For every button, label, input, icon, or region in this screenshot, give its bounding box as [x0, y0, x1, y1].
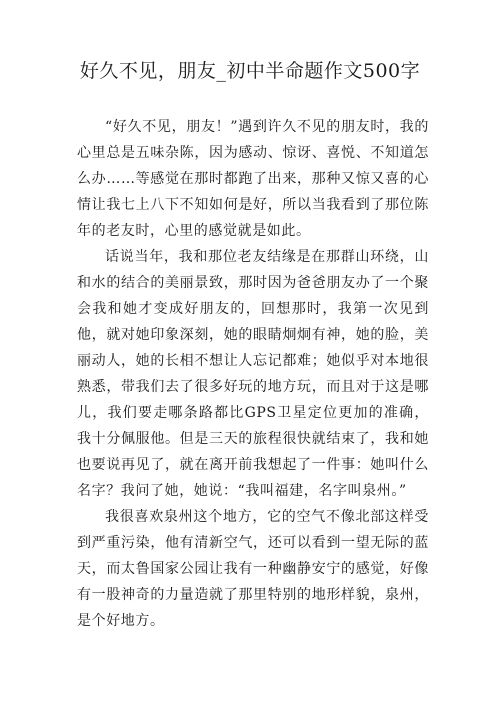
paragraph-3: 我很喜欢泉州这个地方，它的空气不像北部这样受到严重污染，他有清新空气，还可以看到一望无际的蓝天，而太鲁国家公园让我有一种幽静安宁的感觉，好像有一股神奇的力量造就了那里特别的地形样貌，泉州，是个好地方。: [77, 509, 429, 629]
paragraph-1: “好久不见，朋友！”遇到许久不见的朋友时，我的心里总是五味杂陈，因为感动、惊讶、喜悦、不知道怎么办……等感觉在那时都跑了出来，那种又惊又喜的心情让我七上八下不知如何是好，所以当我看到了那位陈年的老友时，心里的感觉就是如此。: [77, 119, 429, 239]
document-body: [77, 114, 429, 634]
paragraph-2: 话说当年，我和那位老友结缘是在那群山环绕，山和水的结合的美丽景致，那时因为爸爸朋友办了一个聚会我和她才变成好朋友的，回想那时，我第一次见到他，就对她印象深刻，她的眼睛炯炯有神，她的脸，美丽动人，她的长相不想让人忘记都难；她似乎对本地很熟悉，带我们去了很多好玩的地方玩，而且对于这是哪儿，我们要走哪条路都比GPS卫星定位更加的准确，我十分佩服他。但是三天的旅程很快就结束了，我和她也要说再见了，就在离开前我想起了一件事：她叫什么名字？我问了她，她说：“我叫福建，名字叫泉州。”: [77, 249, 429, 499]
document-title: 好久不见，朋友_初中半命题作文500字: [79, 60, 421, 82]
